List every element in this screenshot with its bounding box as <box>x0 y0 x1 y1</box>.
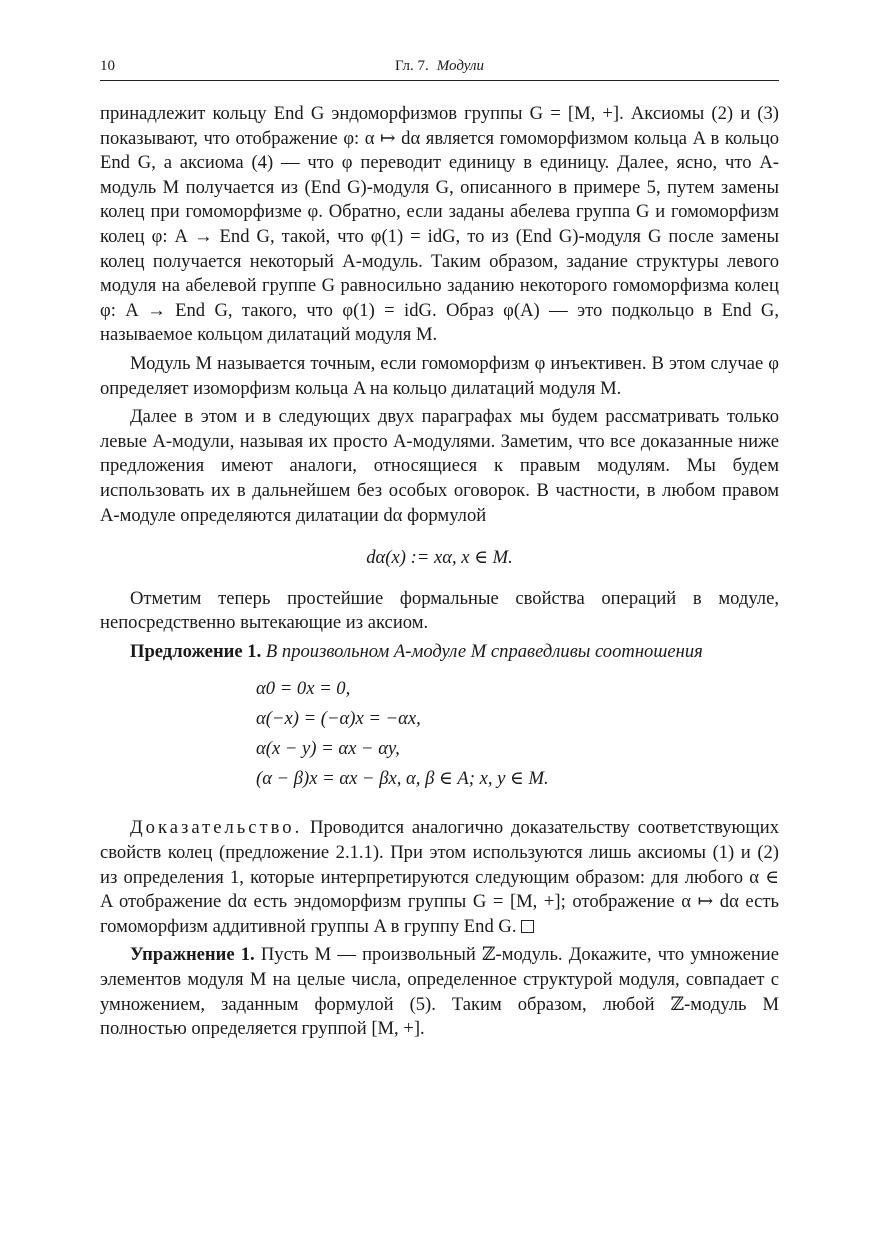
proof-text-label: Доказательство. <box>130 817 303 839</box>
relation-line-1: α0 = 0x = 0, <box>256 678 351 700</box>
relation-line-3: α(x − y) = αx − αy, <box>256 738 400 760</box>
proposition-1-label: Предложение 1. <box>130 640 262 662</box>
paragraph-left-modules: Далее в этом и в следующих двух параграфах мы будем рассматривать только левые A-модули, называя их просто A-модулями. Заметим, что все доказанные ниже предложения имеют аналоги, относящиеся к правым модулям. Мы будем использовать их в дальнейшем без особых оговорок. В частности, в любом правом A-модуле определяются дилатации dα формулой <box>100 406 779 526</box>
page-body <box>100 102 779 1042</box>
proposition-1 <box>100 640 779 665</box>
proof-text-text: Проводится аналогично доказательству соответствующих свойств колец (предложение 2.1.1). При этом используются лишь аксиомы (1) и (2) из определения 1, которые интерпретируются следующим образом: для любого α ∈ A отображение dα есть эндоморфизм группы G = [M, +]; отображение α ↦ dα есть гомоморфизм аддитивной группы A в группу End G. <box>100 817 779 937</box>
paragraph-continued: принадлежит кольцу End G эндоморфизмов группы G = [M, +]. Аксиомы (2) и (3) показывают, что отображение φ: α ↦ dα является гомоморфизмом кольца A в кольцо End G, а аксиома (4) — что φ переводит единицу в единицу. Далее, ясно, что A-модуль M получается из (End G)-модуля G, описанного в примере 5, путем замены колец при гомоморфизме φ. Обратно, если заданы абелева группа G и гомоморфизм колец φ: A → End G, такой, что φ(1) = idG, то из (End G)-модуля G после замены колец получается некоторый A-модуль. Таким образом, задание структуры левого модуля на абелевой группе G равносильно заданию некоторого гомоморфизма колец φ: A → End G, такого, что φ(1) = idG. Образ φ(A) — это подкольцо в End G, называемое кольцом дилатаций модуля M. <box>100 103 779 346</box>
exercise-1-label: Упражнение 1. <box>130 944 255 966</box>
qed-square-icon <box>521 920 534 933</box>
paragraph-properties-intro: Отметим теперь простейшие формальные свойства операций в модуле, непосредственно вытекающие из аксиом. <box>100 587 779 634</box>
running-header <box>100 56 779 81</box>
chapter-title: Модули <box>436 58 485 74</box>
proof-text <box>100 817 779 936</box>
relation-line-4: (α − β)x = αx − βx, α, β ∈ A; x, y ∈ M. <box>256 768 549 790</box>
chapter-heading <box>100 58 779 75</box>
proposition-1-text: В произвольном A-модуле M справедливы соотношения <box>261 640 703 662</box>
relations-block <box>256 674 779 794</box>
formula-dilation: dα(x) := xα, x ∈ M. <box>366 547 513 569</box>
exercise-1-text: Пусть M — произвольный ℤ-модуль. Докажите, что умножение элементов модуля M на целые числа, определенное структурой модуля, совпадает с умножением, заданным формулой (5). Таким образом, любой ℤ-модуль M полностью определяется группой [M, +]. <box>100 944 779 1040</box>
relation-line-2: α(−x) = (−α)x = −αx, <box>256 708 421 730</box>
proof-paragraph <box>100 816 779 939</box>
chapter-number: Гл. 7. <box>394 58 429 74</box>
paragraph-exact-module: Модуль M называется точным, если гомоморфизм φ инъективен. В этом случае φ определяет изоморфизм кольца A на кольцо дилатаций модуля M. <box>100 352 779 399</box>
exercise-1 <box>100 943 779 1041</box>
page-number: 10 <box>100 58 115 74</box>
